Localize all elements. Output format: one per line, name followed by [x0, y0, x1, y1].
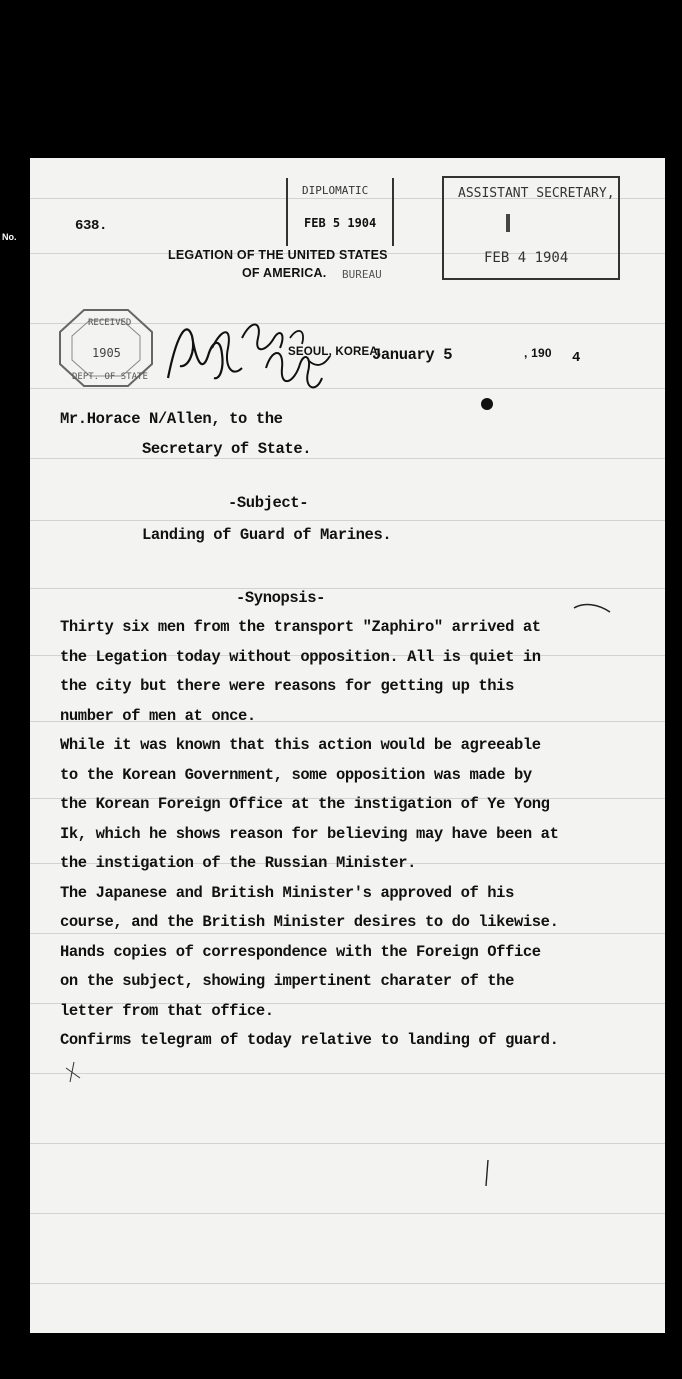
handwritten-initials — [162, 308, 337, 413]
stray-mark — [572, 598, 612, 618]
stray-mark — [482, 1158, 494, 1188]
synopsis-line: course, and the British Minister desires to do likewise. — [60, 913, 559, 931]
dateline-year-suffix: 4 — [572, 350, 581, 366]
synopsis-line: letter from that office. — [60, 1002, 274, 1020]
dateline-year-prefix: , 190 — [524, 346, 552, 360]
letterhead-line1: LEGATION OF THE UNITED STATES — [168, 248, 388, 262]
stray-mark — [60, 1058, 90, 1088]
received-seal-bottom: DEPT. OF STATE — [72, 372, 148, 382]
stamp-mark — [506, 214, 510, 232]
synopsis-line: Confirms telegram of today relative to landing of guard. — [60, 1031, 559, 1049]
dateline-place: SEOUL, KOREA, — [288, 346, 382, 358]
synopsis-line: the Legation today without opposition. All is quiet in — [60, 648, 541, 666]
document-page — [30, 158, 665, 1333]
address-to: Secretary of State. — [142, 440, 312, 458]
synopsis-line: While it was known that this action would be agreeable — [60, 736, 541, 754]
assistant-secretary-title: ASSISTANT SECRETARY, — [458, 186, 615, 201]
received-seal-text: RECEIVED — [88, 318, 132, 328]
synopsis-line: Ik, which he shows reason for believing may have been at — [60, 825, 559, 843]
synopsis-line: number of men at once. — [60, 707, 256, 725]
document-number: 638. — [75, 218, 108, 234]
diplomatic-stamp-overlay: BUREAU — [342, 268, 382, 281]
subject-text: Landing of Guard of Marines. — [142, 526, 392, 544]
assistant-secretary-stamp — [442, 176, 620, 280]
synopsis-line: on the subject, showing impertinent charater of the — [60, 972, 514, 990]
diplomatic-stamp-title: DIPLOMATIC — [302, 184, 369, 197]
diplomatic-bureau-stamp — [286, 178, 394, 281]
synopsis-line: Hands copies of correspondence with the Foreign Office — [60, 943, 541, 961]
dateline-date: January 5 — [372, 346, 453, 364]
received-seal-date: 1905 — [92, 346, 121, 360]
synopsis-heading: -Synopsis- — [236, 589, 326, 607]
diplomatic-stamp-date: FEB 5 1904 — [304, 216, 377, 230]
synopsis-line: Thirty six men from the transport "Zaphiro" arrived at — [60, 618, 541, 636]
synopsis-line: the city but there were reasons for getting up this — [60, 677, 514, 695]
synopsis-line: to the Korean Government, some opposition was made by — [60, 766, 532, 784]
letterhead-line2: OF AMERICA. — [242, 266, 327, 280]
synopsis-line: The Japanese and British Minister's approved of his — [60, 884, 514, 902]
subject-heading: -Subject- — [228, 494, 309, 512]
ink-blot — [481, 398, 493, 410]
synopsis-line: the instigation of the Russian Minister. — [60, 854, 417, 872]
number-label: No. — [2, 232, 17, 242]
assistant-secretary-date: FEB 4 1904 — [484, 250, 569, 266]
address-from: Mr.Horace N/Allen, to the — [60, 410, 283, 428]
synopsis-line: the Korean Foreign Office at the instigation of Ye Yong — [60, 795, 550, 813]
